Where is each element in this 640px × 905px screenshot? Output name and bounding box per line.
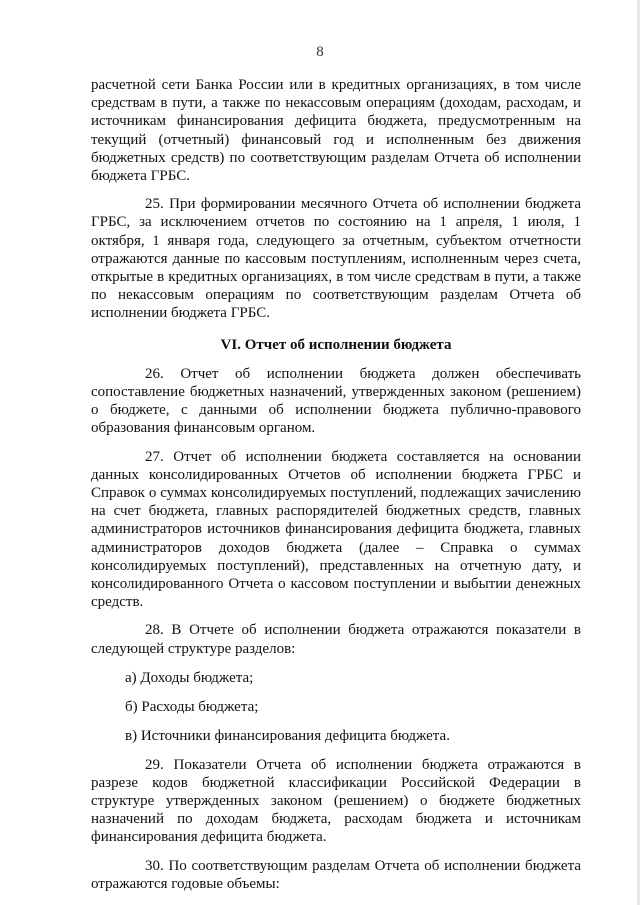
section-heading-vi: VI. Отчет об исполнении бюджета bbox=[220, 336, 452, 353]
paragraph-30: 30. По соответствующим разделам Отчета об исполнении бюджета отражаются годовые объемы: bbox=[91, 857, 581, 892]
list-item-a: а) Доходы бюджета; bbox=[125, 669, 254, 686]
paragraph-25: 25. При формировании месячного Отчета об исполнении бюджета ГРБС, за исключением отчетов по состоянию на 1 апреля, 1 июля, 1 октября, 1 января года, следующего за отчетным, субъектом отчетности отражаются данные по кассовым поступлениям, исполненным через счета, открытые в кредитных организациях, в том числе средствам в пути, а также по некассовым операциям по соответствующим разделам Отчета об исполнении бюджета ГРБС. bbox=[91, 196, 581, 322]
list-item-c: в) Источники финансирования дефицита бюджета. bbox=[125, 728, 450, 745]
paragraph-continuation: расчетной сети Банка России или в кредитных организациях, в том числе средствам в пути, а также по некассовым операциям (доходам, расходам, и источникам финансирования дефицита бюджета, предусмотренным на текущий (отчетный) финансовый год и исполненным без движения бюджетных средств) по соответствующим разделам Отчета об исполнении бюджета ГРБС. bbox=[91, 77, 581, 185]
paragraph-27: 27. Отчет об исполнении бюджета составляется на основании данных консолидированных Отчетов об исполнении бюджета ГРБС и Справок о суммах консолидируемых поступлений, подлежащих зачислению на счет бюджета, главных распорядителей бюджетных средств, главных администраторов источников финансирования дефицита бюджета, главных администраторов доходов бюджета (далее – Справка о суммах консолидируемых поступлений), представленных на отчетную дату, и консолидированного Отчета о кассовом поступлении и выбытии денежных средств. bbox=[91, 448, 581, 611]
page-number: 8 bbox=[316, 44, 324, 60]
list-item-b: б) Расходы бюджета; bbox=[125, 699, 259, 716]
document-body bbox=[91, 76, 581, 893]
paragraph-26: 26. Отчет об исполнении бюджета должен обеспечивать сопоставление бюджетных назначений, утвержденных законом (решением) о бюджете, с данными об исполнении бюджета публично-правового образования финансовым органом. bbox=[91, 365, 581, 437]
paragraph-29: 29. Показатели Отчета об исполнении бюджета отражаются в разрезе кодов бюджетной классификации Российской Федерации в структуре утвержденных законом (решением) о бюджете бюджетных назначений по доходам бюджета, расходам бюджета и источникам финансирования дефицита бюджета. bbox=[91, 756, 581, 846]
paragraph-28: 28. В Отчете об исполнении бюджета отражаются показатели в следующей структуре разделов: bbox=[91, 622, 581, 657]
